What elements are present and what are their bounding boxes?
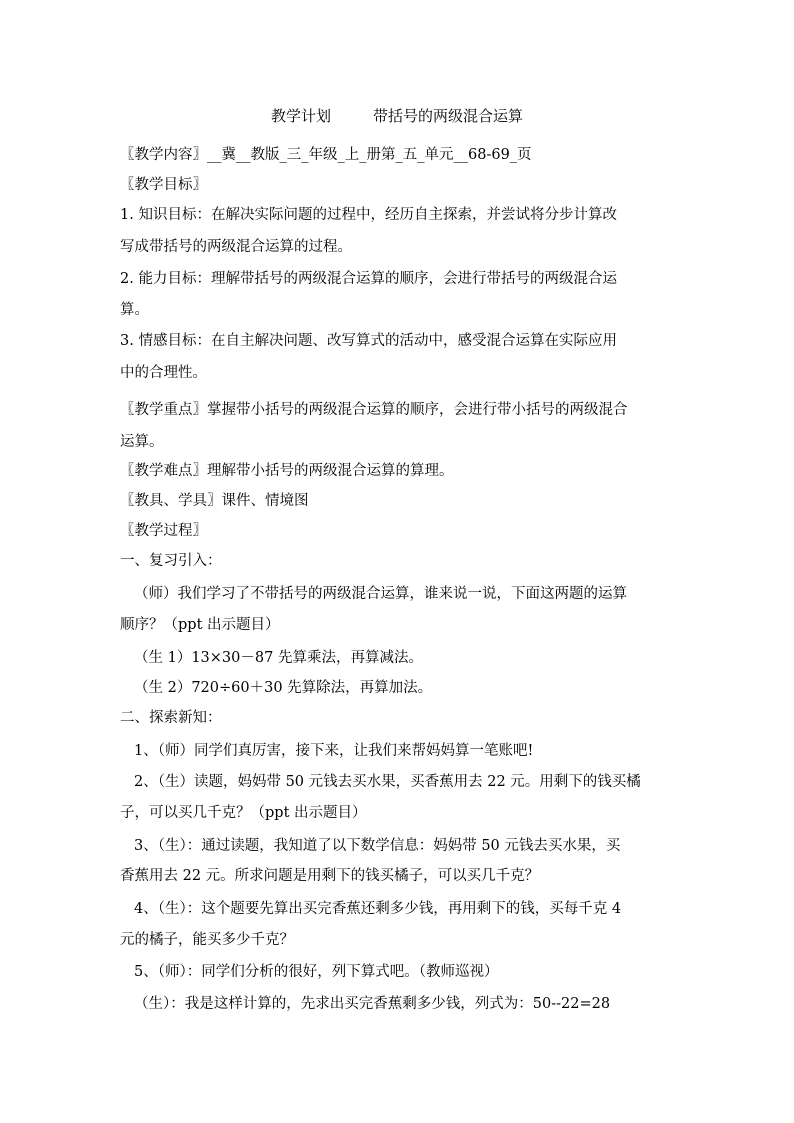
goal-2-line-1: 2. 能力目标：理解带括号的两级混合运算的顺序，会进行带括号的两级混合运 — [120, 271, 617, 287]
process-heading: 〖教学过程〗 — [120, 523, 207, 539]
goal-3-line-1: 3. 情感目标：在自主解决问题、改写算式的活动中，感受混合运算在实际应用 — [120, 333, 617, 349]
key-point-line-2: 运算。 — [120, 434, 164, 450]
goal-1-line-1: 1. 知识目标：在解决实际问题的过程中，经历自主探索，并尝试将分步计算改 — [120, 207, 617, 223]
teaching-content: 〖教学内容〗__冀__教版_三_年级_上_册第_五_单元__68-69_页 — [120, 147, 532, 163]
step-3-line-2: 香蕉用去 22 元。所求问题是用剩下的钱买橘子，可以买几千克？ — [120, 868, 540, 884]
step-4-line-2: 元的橘子，能买多少千克？ — [120, 932, 294, 948]
title-plan: 教学计划 — [270, 107, 331, 125]
section-1-heading: 一、复习引入： — [120, 553, 222, 569]
step-3-line-1: 3、（生）：通过读题，我知道了以下数学信息：妈妈带 50 元钱去买水果，买 — [134, 838, 621, 854]
page-title — [0, 104, 794, 128]
goals-heading: 〖教学目标〗 — [120, 177, 207, 193]
goal-1-line-2: 写成带括号的两级混合运算的过程。 — [120, 239, 352, 255]
step-4-line-1: 4、（生）：这个题要先算出买完香蕉还剩多少钱，再用剩下的钱，买每千克 4 — [134, 901, 622, 917]
teacher-question-line-2: 顺序？（ppt 出示题目） — [120, 617, 280, 633]
goal-3-line-2: 中的合理性。 — [120, 365, 207, 381]
step-2-line-1: 2、（生）读题，妈妈带 50 元钱去买水果，买香蕉用去 22 元。用剩下的钱买橘 — [134, 774, 641, 790]
difficulty: 〖教学难点〗理解带小括号的两级混合运算的算理。 — [120, 463, 454, 479]
student-answer-2: （生 2）720÷60＋30 先算除法，再算加法。 — [134, 680, 433, 696]
teacher-question-line-1: （师）我们学习了不带括号的两级混合运算，谁来说一说，下面这两题的运算 — [134, 586, 627, 602]
step-2-line-2: 子，可以买几千克？（ppt 出示题目） — [120, 805, 367, 821]
step-5: 5、（师）：同学们分析的很好，列下算式吧。（教师巡视） — [134, 964, 499, 980]
title-topic: 带括号的两级混合运算 — [373, 107, 524, 125]
teaching-tools: 〖教具、学具〗课件、情境图 — [120, 493, 309, 509]
student-answer-1: （生 1）13×30－87 先算乘法，再算减法。 — [134, 650, 423, 666]
step-1: 1、（师）同学们真厉害，接下来，让我们来帮妈妈算一笔账吧! — [134, 743, 534, 759]
key-point-line-1: 〖教学重点〗掌握带小括号的两级混合运算的顺序，会进行带小括号的两级混合 — [120, 402, 628, 418]
step-6: （生）：我是这样计算的，先求出买完香蕉剩多少钱，列式为：50--22=28 — [134, 996, 611, 1012]
section-2-heading: 二、探索新知： — [120, 710, 222, 726]
goal-2-line-2: 算。 — [120, 302, 149, 318]
